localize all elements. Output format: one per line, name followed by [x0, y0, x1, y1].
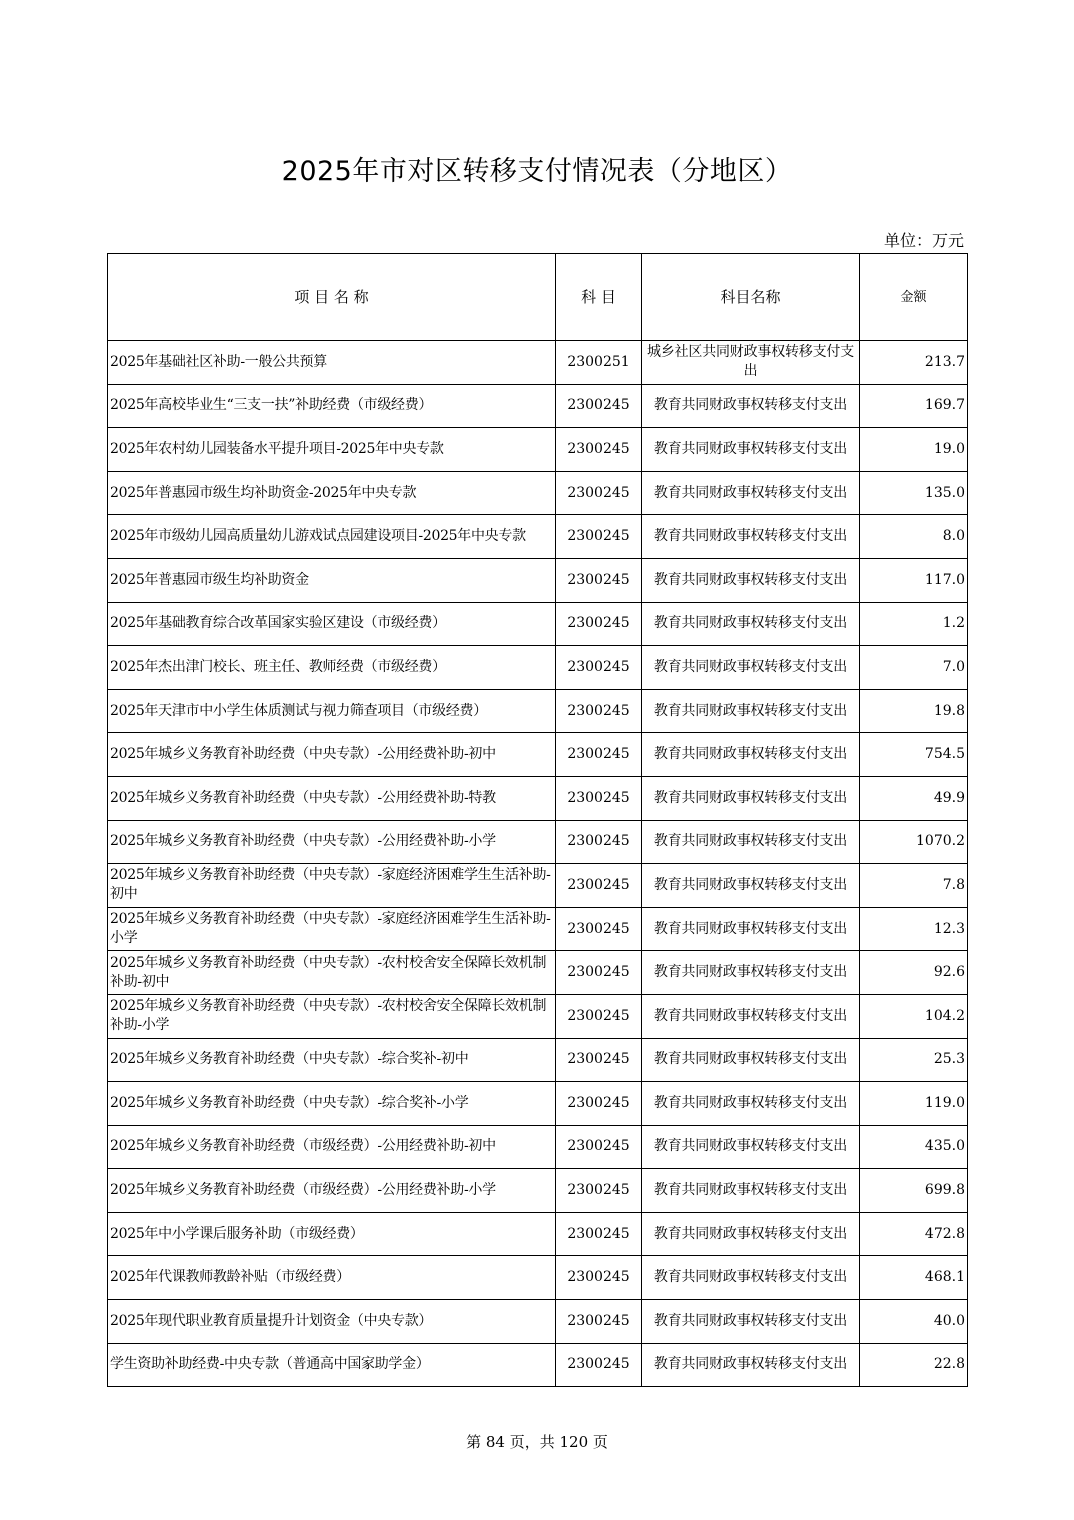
table-row — [108, 1212, 968, 1256]
amount-cell: 213.7 — [860, 341, 968, 385]
table-row — [108, 820, 968, 864]
subject-code-cell: 2300245 — [556, 428, 642, 472]
header-project-name: 项 目 名 称 — [108, 254, 556, 341]
subject-code-cell: 2300245 — [556, 776, 642, 820]
table-row — [108, 1082, 968, 1126]
subject-code-cell: 2300245 — [556, 602, 642, 646]
subject-code-cell: 2300245 — [556, 515, 642, 559]
subject-code-cell: 2300245 — [556, 907, 642, 951]
amount-cell: 7.0 — [860, 646, 968, 690]
subject-code-cell: 2300245 — [556, 994, 642, 1038]
subject-code-cell: 2300245 — [556, 1212, 642, 1256]
amount-cell: 699.8 — [860, 1169, 968, 1213]
header-amount: 金额 — [860, 254, 968, 341]
page-title: 2025年市对区转移支付情况表（分地区） — [281, 156, 793, 187]
project-name-cell: 2025年代课教师教龄补贴（市级经费） — [108, 1256, 556, 1300]
subject-code-cell: 2300245 — [556, 384, 642, 428]
subject-code-cell: 2300245 — [556, 1125, 642, 1169]
table-row — [108, 907, 968, 951]
subject-name-cell: 教育共同财政事权转移支付支出 — [642, 515, 860, 559]
table-row — [108, 602, 968, 646]
table-row — [108, 428, 968, 472]
subject-name-cell: 城乡社区共同财政事权转移支付支出 — [642, 341, 860, 385]
header-subject-code: 科 目 — [556, 254, 642, 341]
table-row — [108, 776, 968, 820]
project-name-cell: 2025年市级幼儿园高质量幼儿游戏试点园建设项目-2025年中央专款 — [108, 515, 556, 559]
subject-name-cell: 教育共同财政事权转移支付支出 — [642, 384, 860, 428]
subject-code-cell: 2300245 — [556, 1300, 642, 1344]
project-name-cell: 2025年城乡义务教育补助经费（中央专款）-家庭经济困难学生生活补助-初中 — [108, 864, 556, 908]
amount-cell: 22.8 — [860, 1343, 968, 1387]
subject-code-cell: 2300245 — [556, 951, 642, 995]
subject-name-cell: 教育共同财政事权转移支付支出 — [642, 1125, 860, 1169]
amount-cell: 12.3 — [860, 907, 968, 951]
subject-code-cell: 2300245 — [556, 1343, 642, 1387]
subject-name-cell: 教育共同财政事权转移支付支出 — [642, 646, 860, 690]
subject-code-cell: 2300245 — [556, 820, 642, 864]
subject-name-cell: 教育共同财政事权转移支付支出 — [642, 558, 860, 602]
project-name-cell: 2025年城乡义务教育补助经费（市级经费）-公用经费补助-小学 — [108, 1169, 556, 1213]
project-name-cell: 2025年基础社区补助-一般公共预算 — [108, 341, 556, 385]
amount-cell: 117.0 — [860, 558, 968, 602]
subject-name-cell: 教育共同财政事权转移支付支出 — [642, 907, 860, 951]
subject-name-cell: 教育共同财政事权转移支付支出 — [642, 1169, 860, 1213]
amount-cell: 169.7 — [860, 384, 968, 428]
subject-name-cell: 教育共同财政事权转移支付支出 — [642, 1082, 860, 1126]
table-row — [108, 689, 968, 733]
project-name-cell: 2025年城乡义务教育补助经费（中央专款）-农村校舍安全保障长效机制补助-初中 — [108, 951, 556, 995]
amount-cell: 119.0 — [860, 1082, 968, 1126]
subject-code-cell: 2300251 — [556, 341, 642, 385]
subject-name-cell: 教育共同财政事权转移支付支出 — [642, 1038, 860, 1082]
table-row — [108, 733, 968, 777]
subject-code-cell: 2300245 — [556, 864, 642, 908]
subject-name-cell: 教育共同财政事权转移支付支出 — [642, 602, 860, 646]
table-row — [108, 384, 968, 428]
project-name-cell: 2025年中小学课后服务补助（市级经费） — [108, 1212, 556, 1256]
amount-cell: 435.0 — [860, 1125, 968, 1169]
project-name-cell: 2025年普惠园市级生均补助资金-2025年中央专款 — [108, 471, 556, 515]
amount-cell: 49.9 — [860, 776, 968, 820]
project-name-cell: 2025年城乡义务教育补助经费（中央专款）-公用经费补助-小学 — [108, 820, 556, 864]
table-row — [108, 951, 968, 995]
project-name-cell: 2025年杰出津门校长、班主任、教师经费（市级经费） — [108, 646, 556, 690]
project-name-cell: 2025年普惠园市级生均补助资金 — [108, 558, 556, 602]
project-name-cell: 2025年天津市中小学生体质测试与视力筛查项目（市级经费） — [108, 689, 556, 733]
project-name-cell: 2025年城乡义务教育补助经费（中央专款）-综合奖补-小学 — [108, 1082, 556, 1126]
subject-name-cell: 教育共同财政事权转移支付支出 — [642, 1212, 860, 1256]
table-row — [108, 1256, 968, 1300]
table-row — [108, 1125, 968, 1169]
project-name-cell: 学生资助补助经费-中央专款（普通高中国家助学金） — [108, 1343, 556, 1387]
project-name-cell: 2025年基础教育综合改革国家实验区建设（市级经费） — [108, 602, 556, 646]
subject-code-cell: 2300245 — [556, 733, 642, 777]
subject-code-cell: 2300245 — [556, 1256, 642, 1300]
header-subject-name: 科目名称 — [642, 254, 860, 341]
table-row — [108, 1343, 968, 1387]
amount-cell: 1.2 — [860, 602, 968, 646]
subject-name-cell: 教育共同财政事权转移支付支出 — [642, 951, 860, 995]
amount-cell: 472.8 — [860, 1212, 968, 1256]
subject-name-cell: 教育共同财政事权转移支付支出 — [642, 1300, 860, 1344]
page-number: 第 84 页，共 120 页 — [466, 1433, 608, 1451]
subject-name-cell: 教育共同财政事权转移支付支出 — [642, 820, 860, 864]
amount-cell: 8.0 — [860, 515, 968, 559]
subject-name-cell: 教育共同财政事权转移支付支出 — [642, 471, 860, 515]
table-header-row — [108, 254, 968, 341]
project-name-cell: 2025年城乡义务教育补助经费（中央专款）-公用经费补助-特教 — [108, 776, 556, 820]
unit-label: 单位：万元 — [883, 231, 964, 250]
amount-cell: 468.1 — [860, 1256, 968, 1300]
subject-name-cell: 教育共同财政事权转移支付支出 — [642, 776, 860, 820]
table-row — [108, 341, 968, 385]
table-row — [108, 515, 968, 559]
subject-name-cell: 教育共同财政事权转移支付支出 — [642, 733, 860, 777]
amount-cell: 754.5 — [860, 733, 968, 777]
subject-name-cell: 教育共同财政事权转移支付支出 — [642, 864, 860, 908]
table-row — [108, 864, 968, 908]
subject-code-cell: 2300245 — [556, 471, 642, 515]
table-row — [108, 994, 968, 1038]
subject-code-cell: 2300245 — [556, 1082, 642, 1126]
amount-cell: 104.2 — [860, 994, 968, 1038]
project-name-cell: 2025年城乡义务教育补助经费（中央专款）-综合奖补-初中 — [108, 1038, 556, 1082]
amount-cell: 7.8 — [860, 864, 968, 908]
project-name-cell: 2025年农村幼儿园装备水平提升项目-2025年中央专款 — [108, 428, 556, 472]
amount-cell: 92.6 — [860, 951, 968, 995]
amount-cell: 135.0 — [860, 471, 968, 515]
amount-cell: 25.3 — [860, 1038, 968, 1082]
table-row — [108, 558, 968, 602]
subject-name-cell: 教育共同财政事权转移支付支出 — [642, 994, 860, 1038]
project-name-cell: 2025年城乡义务教育补助经费（中央专款）-家庭经济困难学生生活补助-小学 — [108, 907, 556, 951]
amount-cell: 19.8 — [860, 689, 968, 733]
table-row — [108, 1300, 968, 1344]
table-row — [108, 1169, 968, 1213]
subject-code-cell: 2300245 — [556, 689, 642, 733]
amount-cell: 40.0 — [860, 1300, 968, 1344]
subject-name-cell: 教育共同财政事权转移支付支出 — [642, 689, 860, 733]
project-name-cell: 2025年城乡义务教育补助经费（市级经费）-公用经费补助-初中 — [108, 1125, 556, 1169]
table-row — [108, 471, 968, 515]
subject-code-cell: 2300245 — [556, 1169, 642, 1213]
subject-name-cell: 教育共同财政事权转移支付支出 — [642, 1343, 860, 1387]
subject-code-cell: 2300245 — [556, 646, 642, 690]
amount-cell: 19.0 — [860, 428, 968, 472]
amount-cell: 1070.2 — [860, 820, 968, 864]
project-name-cell: 2025年现代职业教育质量提升计划资金（中央专款） — [108, 1300, 556, 1344]
project-name-cell: 2025年高校毕业生“三支一扶”补助经费（市级经费） — [108, 384, 556, 428]
transfer-payment-table — [107, 253, 968, 1387]
subject-name-cell: 教育共同财政事权转移支付支出 — [642, 428, 860, 472]
project-name-cell: 2025年城乡义务教育补助经费（中央专款）-农村校舍安全保障长效机制补助-小学 — [108, 994, 556, 1038]
subject-name-cell: 教育共同财政事权转移支付支出 — [642, 1256, 860, 1300]
project-name-cell: 2025年城乡义务教育补助经费（中央专款）-公用经费补助-初中 — [108, 733, 556, 777]
subject-code-cell: 2300245 — [556, 1038, 642, 1082]
table-row — [108, 1038, 968, 1082]
table-row — [108, 646, 968, 690]
subject-code-cell: 2300245 — [556, 558, 642, 602]
